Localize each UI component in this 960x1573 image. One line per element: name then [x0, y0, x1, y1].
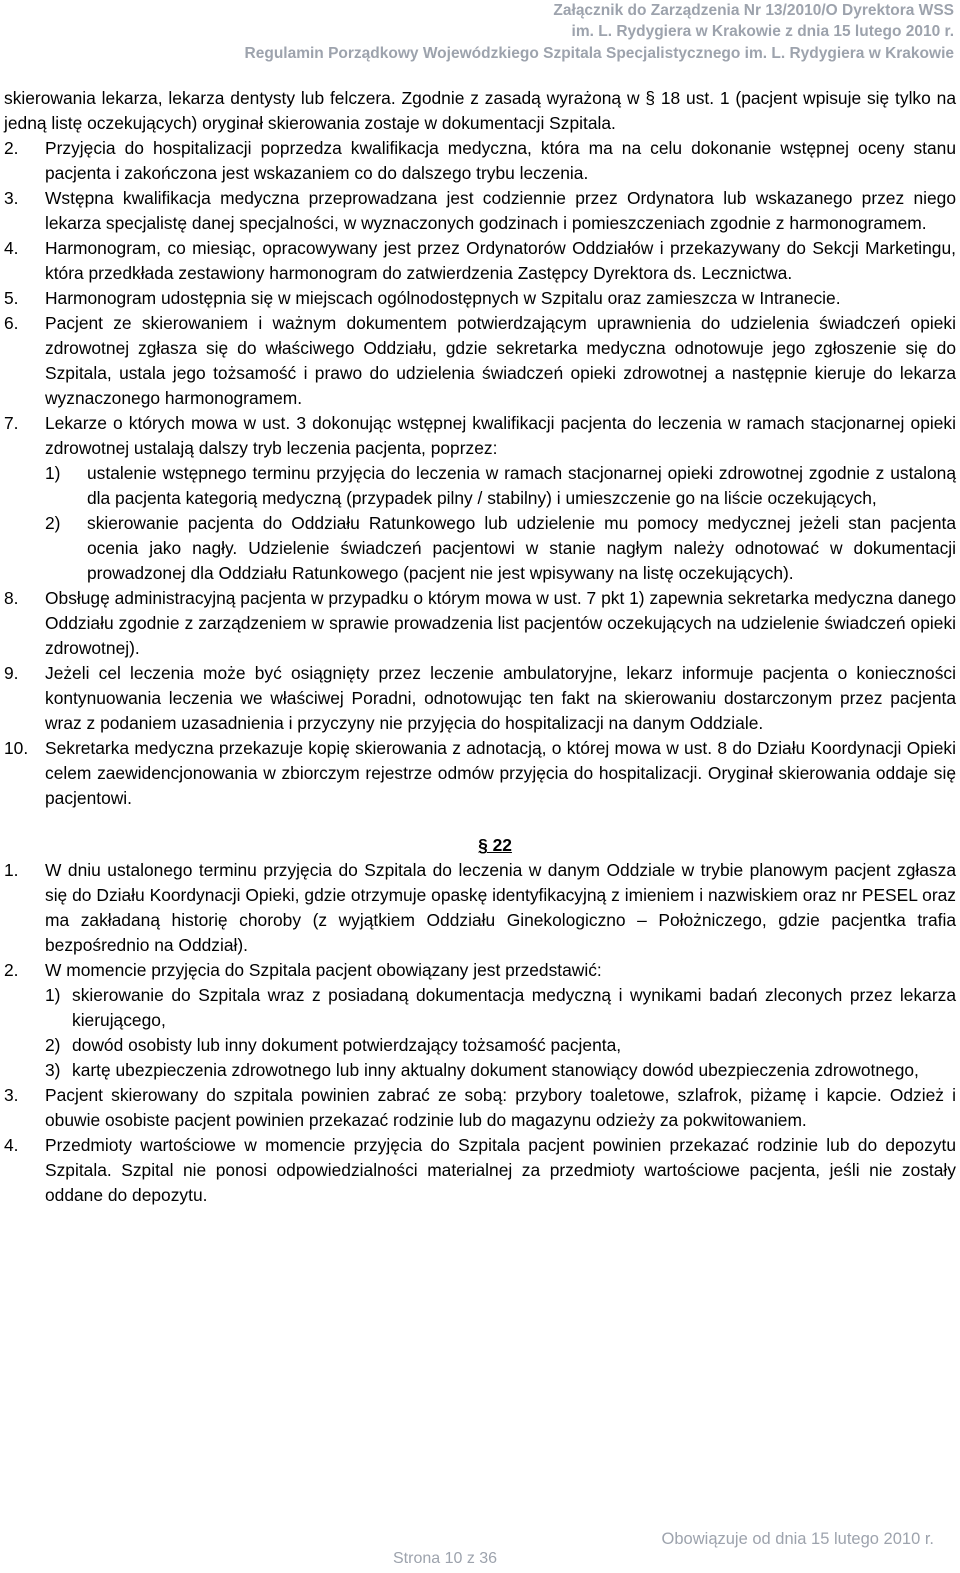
sub-list-item [4, 1058, 956, 1083]
item-text: Pacjent skierowany do szpitala powinien zabrać ze sobą: przybory toaletowe, szlafrok, piżamę i kapcie. Odzież i obuwie osobiste pacjent powinien przekazać rodzinie lub do magazynu odzieży za pokwitowaniem. [45, 1085, 956, 1130]
header-line-2: im. L. Rydygiera w Krakowie z dnia 15 lutego 2010 r. [571, 23, 954, 40]
sub-item-text: ustalenie wstępnego terminu przyjęcia do leczenia w ramach stacjonarnej opieki zdrowotnej zgodnie z ustaloną dla pacjenta kategorią medyczną (przypadek pilny / stabilny) i umieszczenie go na liście oczekujących, [87, 463, 956, 508]
item-number: 3. [4, 1085, 19, 1105]
item-text: Sekretarka medyczna przekazuje kopię skierowania z adnotacją, o której mowa w ust. 8 do Działu Koordynacji Opieki celem zaewidencjonowania w zbiorczym rejestrze odmów przyjęcia do hospitalizacji. Oryginał skierowania oddaje się pacjentowi. [45, 738, 956, 808]
item-text: Pacjent ze skierowaniem i ważnym dokumentem potwierdzającym uprawnienia do udzielenia świadczeń opieki zdrowotnej zgłasza się do właściwego Oddziału, gdzie sekretarka medyczna odnotowuje jego zgłoszenie się do Szpitala, ustala jego tożsamość i prawo do udzielenia świadczeń opieki zdrowotnej a następnie kieruje do lekarza wyznaczonego harmonogramem. [45, 313, 956, 408]
item-text: Jeżeli cel leczenia może być osiągnięty przez leczenie ambulatoryjne, lekarz informuje pacjenta o konieczności kontynuowania leczenia we właściwej Poradni, odnotowując ten fakt na skierowaniu dostarczonym przez pacjenta wraz z podaniem uzasadnienia i przyczyny nie przyjęcia do hospitalizacji na danym Oddziale. [45, 663, 956, 733]
item-text: Harmonogram, co miesiąc, opracowywany jest przez Ordynatorów Oddziałów i przekazywany do Sekcji Marketingu, która przedkłada zestawiony harmonogram do zatwierdzenia Zastępcy Dyrektora ds. Lecznictwa. [45, 238, 956, 283]
item-number: 10. [4, 738, 29, 758]
continuation-paragraph: skierowania lekarza, lekarza dentysty lub felczera. Zgodnie z zasadą wyrażoną w § 18 ust. 1 (pacjent wpisuje się tylko na jedną listę oczekujących) oryginał skierowania zostaje w dokumentacji Szpitala. [4, 88, 956, 133]
sub-item-text: skierowanie pacjenta do Oddziału Ratunkowego lub udzielenie mu pomocy medycznej jeżeli stan pacjenta ocenia jako nagły. Udzielenie świadczeń pacjentowi w stanie nagłym należy odnotować w dokumentacji prowadzonej dla Oddziału Ratunkowego (pacjent nie jest wpisywany na listę oczekujących). [87, 513, 956, 583]
list-item [4, 586, 956, 661]
item-text: W dniu ustalonego terminu przyjęcia do Szpitala do leczenia w danym Oddziale w trybie planowym pacjent zgłasza się do Działu Koordynacji Opieki, gdzie otrzymuje opaskę identyfikacyjną z imieniem i nazwiskiem oraz nr PESEL oraz ma zakładaną historię choroby (z wyjątkiem Oddziału Ginekologiczno – Położniczego, gdzie pacjentka trafia bezpośrednio na Oddział). [45, 860, 956, 955]
item-number: 4. [4, 238, 19, 258]
sub-item-number: 2) [45, 1035, 61, 1055]
item-number: 3. [4, 188, 19, 208]
footer-effective-date: Obowiązuje od dnia 15 lutego 2010 r. [661, 1530, 934, 1548]
sub-list-item [4, 1033, 956, 1058]
item-text: Obsługę administracyjną pacjenta w przypadku o którym mowa w ust. 7 pkt 1) zapewnia sekretarka medyczna danego Oddziału zgodnie z zarządzeniem w sprawie prowadzenia list pacjentów oczekujących na udzielenie świadczeń opieki zdrowotnej). [45, 588, 956, 658]
sub-list-item [4, 983, 956, 1033]
list-item [4, 1083, 956, 1133]
list-item [4, 958, 956, 983]
sublist-7 [4, 461, 956, 586]
sub-item-text: skierowanie do Szpitala wraz z posiadaną dokumentacja medyczną i wynikami badań zleconych przez lekarza kierującego, [72, 985, 956, 1030]
list-item [4, 858, 956, 958]
list-item [4, 236, 956, 286]
list-item [4, 1133, 956, 1208]
item-text: Wstępna kwalifikacja medyczna przeprowadzana jest codziennie przez Ordynatora lub wskazanego przez niego lekarza specjalistę danej specjalności, w wyznaczonych godzinach i pomieszczeniach zgodnie z harmonogramem. [45, 188, 956, 233]
item-text: W momencie przyjęcia do Szpitala pacjent obowiązany jest przedstawić: [45, 960, 602, 980]
list-d [4, 1083, 956, 1208]
sub-list-item [4, 461, 956, 511]
list-c [4, 858, 956, 983]
header-line-3: Regulamin Porządkowy Wojewódzkiego Szpitala Specjalistycznego im. L. Rydygiera w Krakowie [244, 45, 954, 62]
sub-item-text: kartę ubezpieczenia zdrowotnego lub inny aktualny dokument stanowiący dowód ubezpieczenia zdrowotnego, [72, 1060, 919, 1080]
item-number: 1. [4, 860, 19, 880]
sub-item-number: 1) [45, 985, 61, 1005]
footer-page-number: Strona 10 z 36 [393, 1550, 498, 1567]
list-a [4, 136, 956, 461]
list-item [4, 286, 956, 311]
list-item [4, 661, 956, 736]
document-header [14, 0, 954, 42]
item-number: 5. [4, 288, 19, 308]
item-number: 8. [4, 588, 19, 608]
section-heading [4, 833, 956, 858]
item-text: Harmonogram udostępnia się w miejscach ogólnodostępnych w Szpitalu oraz zamieszcza w Intranecie. [45, 288, 841, 308]
sub-list-item [4, 511, 956, 586]
item-text: Przedmioty wartościowe w momencie przyjęcia do Szpitala pacjent powinien przekazać rodzinie lub do depozytu Szpitala. Szpital nie ponosi odpowiedzialności materialnej za przedmioty wartościowe pacjenta, jeśli nie zostały oddane do depozytu. [45, 1135, 956, 1205]
item-number: 6. [4, 313, 19, 333]
list-item [4, 311, 956, 411]
document-body [4, 86, 956, 1208]
item-text: Przyjęcia do hospitalizacji poprzedza kwalifikacja medyczna, która ma na celu dokonanie wstępnej oceny stanu pacjenta i zakończona jest wskazaniem co do dalszego trybu leczenia. [45, 138, 956, 183]
section-title: § 22 [478, 835, 512, 855]
header-line-1: Załącznik do Zarządzenia Nr 13/2010/O Dyrektora WSS [553, 2, 954, 19]
item-number: 2. [4, 138, 19, 158]
sub-item-number: 1) [45, 463, 61, 483]
sub-item-text: dowód osobisty lub inny dokument potwierdzający tożsamość pacjenta, [72, 1035, 622, 1055]
sub-item-number: 2) [45, 513, 61, 533]
sub-item-number: 3) [45, 1060, 61, 1080]
item-number: 2. [4, 960, 19, 980]
sublist-2 [4, 983, 956, 1083]
list-item [4, 411, 956, 461]
item-number: 9. [4, 663, 19, 683]
list-b [4, 586, 956, 811]
list-item [4, 186, 956, 236]
item-number: 4. [4, 1135, 19, 1155]
list-item [4, 736, 956, 811]
item-text: Lekarze o których mowa w ust. 3 dokonując wstępnej kwalifikacji pacjenta do leczenia w ramach stacjonarnej opieki zdrowotnej ustalają dalszy tryb leczenia pacjenta, poprzez: [45, 413, 956, 458]
list-item [4, 136, 956, 186]
item-number: 7. [4, 413, 19, 433]
